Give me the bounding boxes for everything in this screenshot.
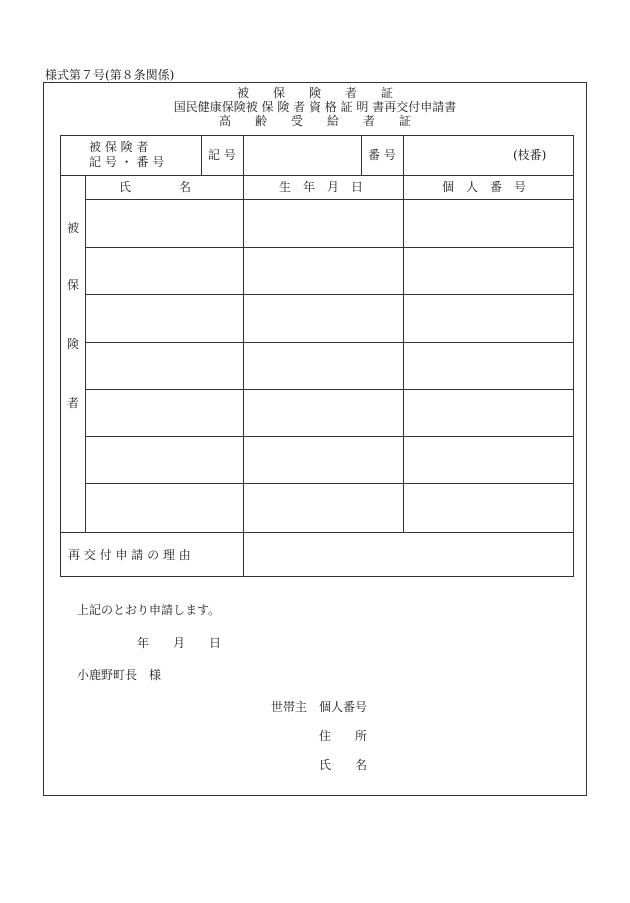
declaration-text: 上記のとおり申請します。	[77, 603, 221, 617]
householder-name-label: 氏 名	[319, 758, 368, 772]
row-divider	[85, 389, 573, 390]
row-divider	[85, 342, 573, 343]
row-divider	[85, 199, 573, 200]
application-date-line: 年 月 日	[137, 636, 222, 650]
col-divider	[403, 136, 404, 532]
title-line-2: 国民健康保険被 保 険 者 資 格 証 明 書再交付申請書	[173, 100, 457, 114]
col-divider	[201, 136, 202, 175]
householder-personal-number-label: 世帯主 個人番号	[271, 700, 368, 714]
side-label-char-1: 被	[66, 221, 79, 235]
row-divider	[85, 294, 573, 295]
column-header-name: 氏 名	[119, 180, 192, 194]
row-divider	[85, 247, 573, 248]
side-label-char-2: 保	[66, 278, 79, 292]
insured-mark-number-label-line1: 被 保 険 者	[89, 140, 149, 154]
title-line-3: 高 齢 受 給 者 証	[218, 114, 411, 128]
title-line-1: 被 保 険 者 証	[236, 86, 393, 100]
col-divider	[361, 136, 362, 175]
addressee: 小鹿野町長 様	[77, 668, 162, 682]
side-label-char-4: 者	[66, 396, 79, 410]
application-table	[60, 135, 574, 577]
branch-number-label: (枝番)	[513, 148, 547, 162]
column-header-personal-number: 個 人 番 号	[442, 180, 527, 194]
row-divider	[85, 436, 573, 437]
col-divider	[85, 175, 86, 532]
row-divider	[85, 483, 573, 484]
row-divider	[61, 175, 573, 176]
row-divider	[61, 532, 573, 533]
reissue-reason-label: 再 交 付 申 請 の 理 由	[68, 548, 191, 562]
column-header-birthdate: 生 年 月 日	[279, 180, 364, 194]
application-form	[43, 82, 587, 796]
householder-address-label: 住 所	[319, 729, 368, 743]
kigo-label: 記 号	[208, 148, 236, 162]
bango-label: 番 号	[368, 148, 396, 162]
form-number-label: 様式第７号(第８条関係)	[45, 68, 175, 82]
side-label-char-3: 険	[66, 337, 79, 351]
col-divider	[243, 136, 244, 576]
insured-mark-number-label-line2: 記 号 ・ 番 号	[89, 155, 165, 169]
